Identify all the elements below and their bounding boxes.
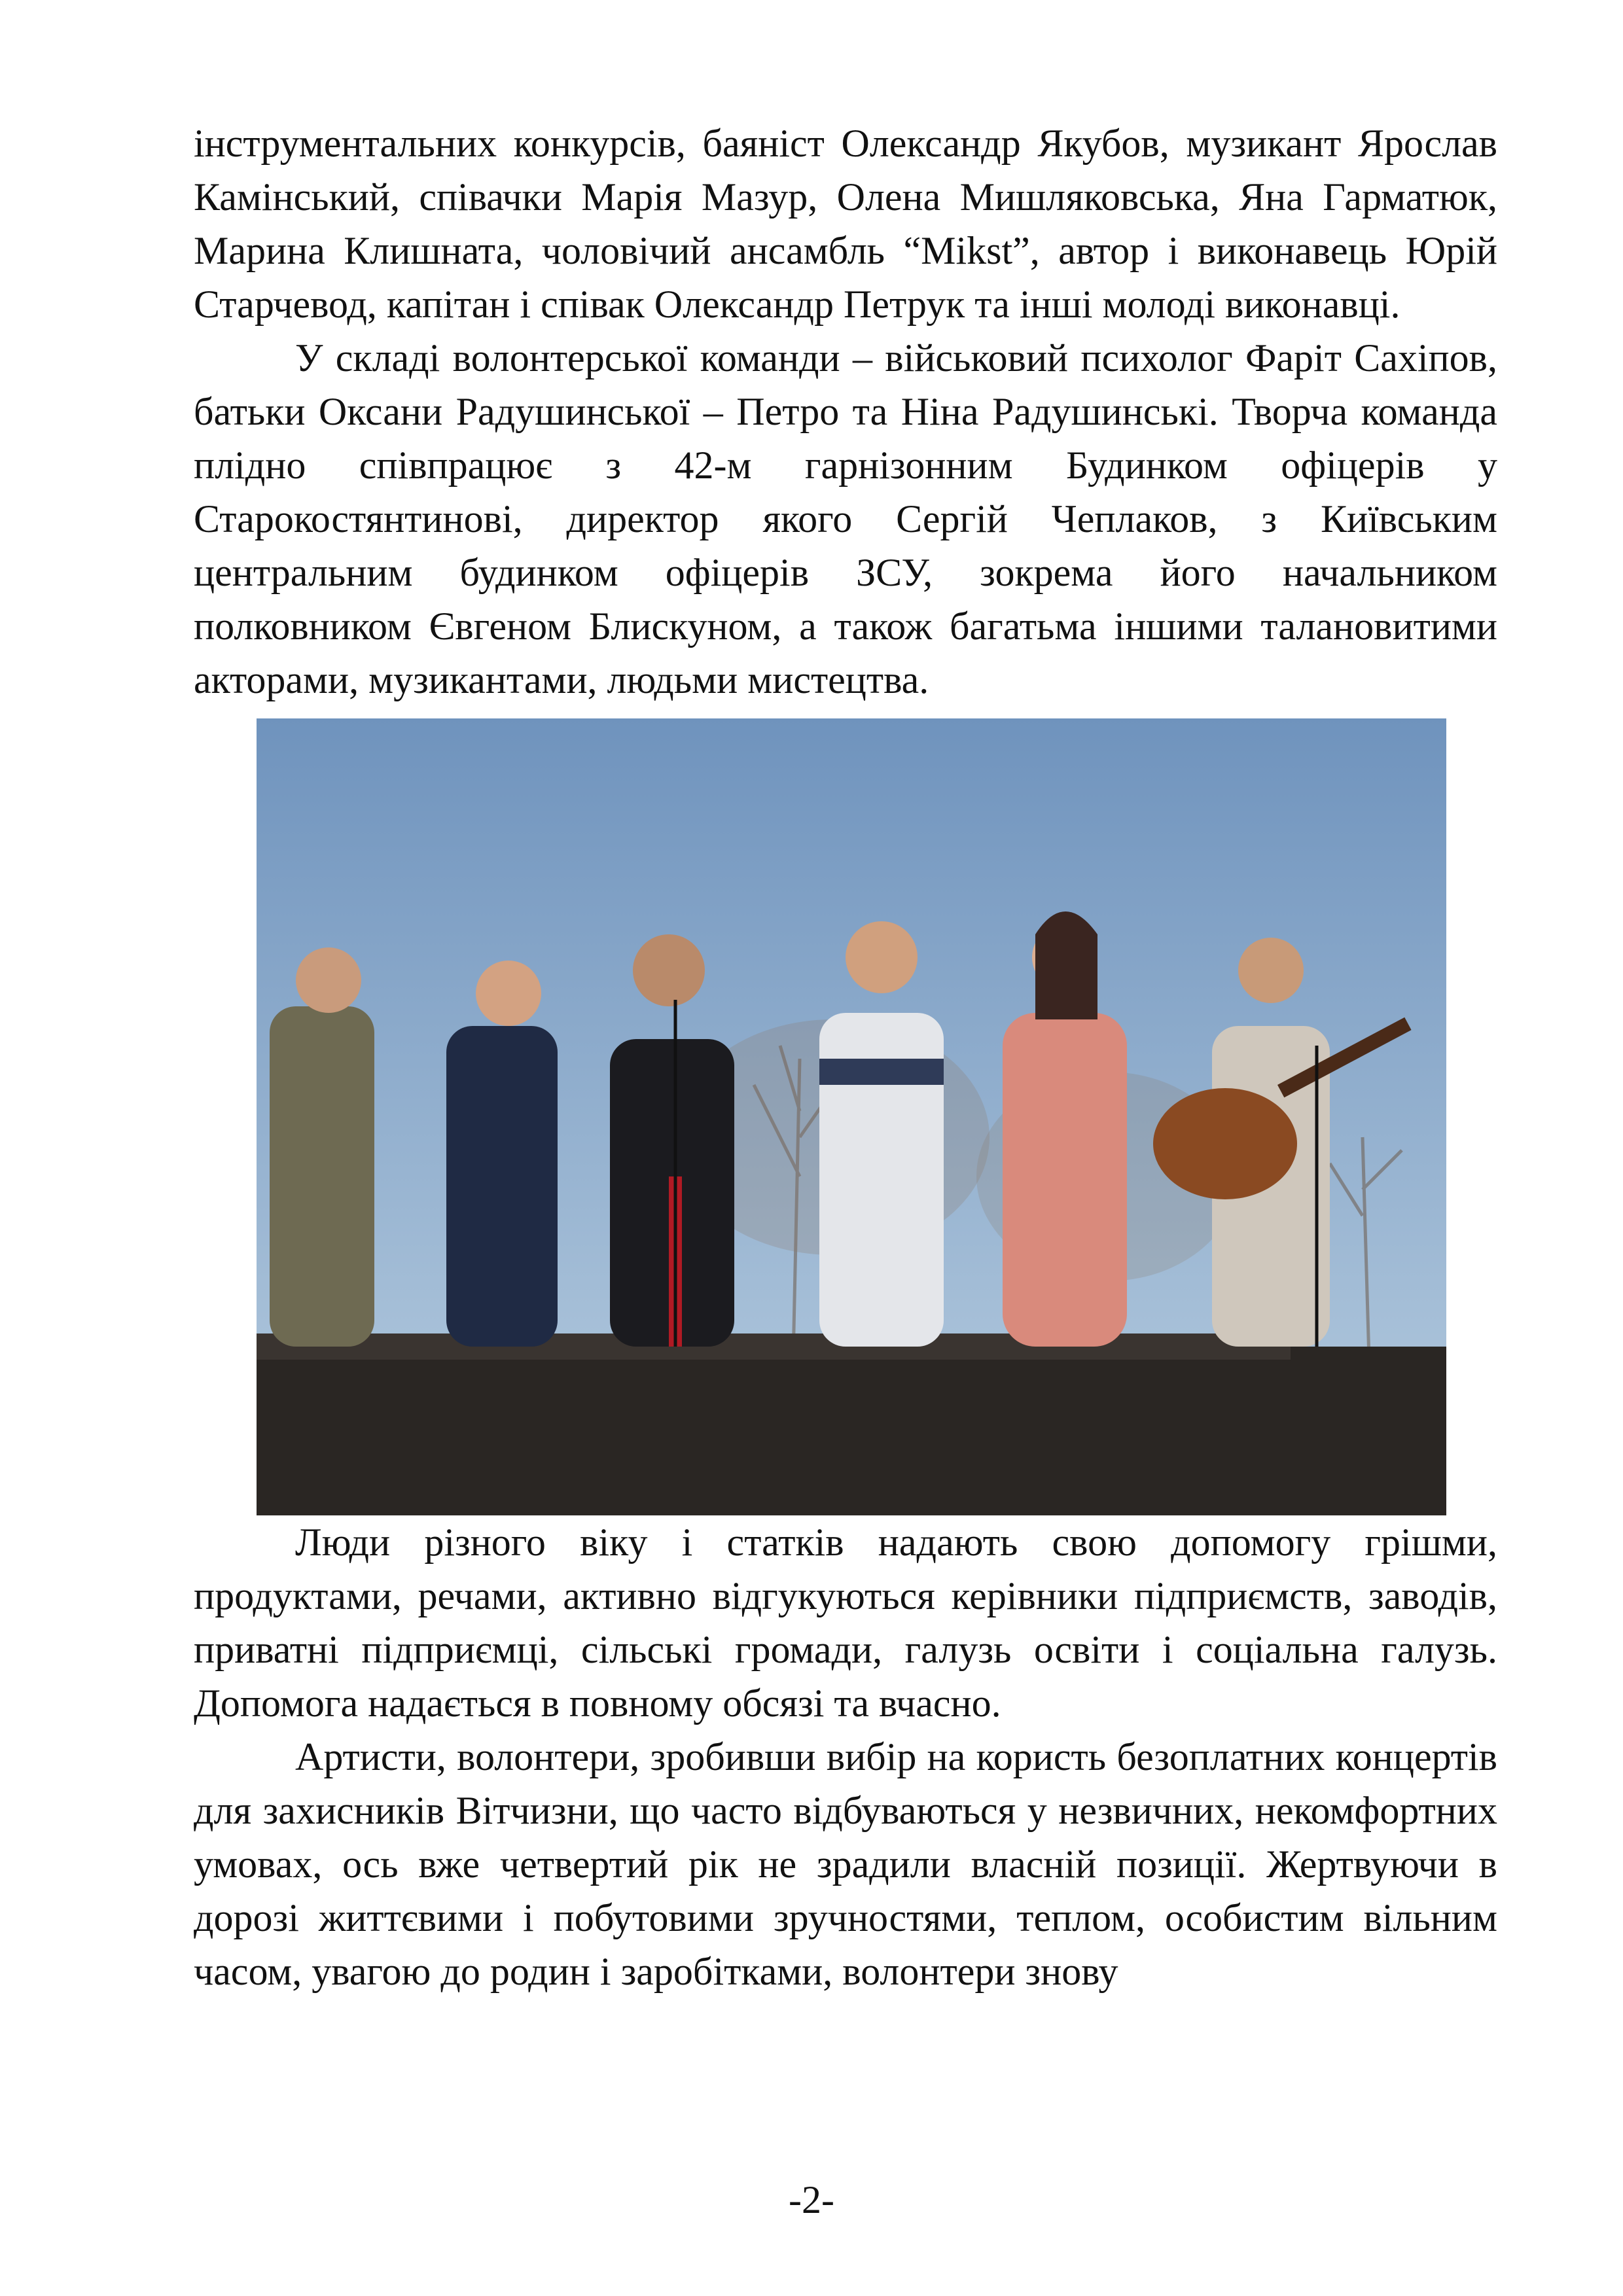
text-block-bottom: [194, 1515, 1497, 1998]
page-number: -2-: [789, 2178, 834, 2221]
stage: [257, 1347, 1446, 1515]
photo-illustration: [257, 718, 1446, 1515]
paragraph: У складі волонтерської команди – військовий психолог Фаріт Сахіпов, батьки Оксани Радушинської – Петро та Ніна Радушинські. Творча команда плідно співпрацює з 42-м гарнізонним Будинком офіцерів у Старокостянтинові, директор якого Сергій Чеплаков, з Київським центральним будинком офіцерів ЗСУ, зокрема його начальником полковником Євгеном Блискуном, а також багатьма іншими талановитими акторами, музикантами, людьми мистецтва.: [194, 336, 1497, 701]
text-block-top: [194, 116, 1497, 707]
photo-performers-on-stage: [257, 718, 1446, 1515]
paragraph: Артисти, волонтери, зробивши вибір на користь безоплатних концертів для захисників Вітчизни, що часто відбуваються у незвичних, некомфортних умовах, ось вже четвертий рік не зрадили власній позиції. Жертвуючи в дорозі життєвими і побутовими зручностями, теплом, особистим вільним часом, увагою до родин і заробітками, волонтери знову: [194, 1735, 1497, 1993]
paragraph: Люди різного віку і статків надають свою допомогу грішми, продуктами, речами, активно відгукуються керівники підприємств, заводів, приватні підприємці, сільські громади, галузь освіти і соціальна галузь. Допомога надається в повному обсязі та вчасно.: [194, 1521, 1497, 1725]
paragraph: інструментальних конкурсів, баяніст Олександр Якубов, музикант Ярослав Камінський, співачки Марія Мазур, Олена Мишляковська, Яна Гарматюк, Марина Клишната, чоловічий ансамбль “Mikst”, автор і виконавець Юрій Старчевод, капітан і співак Олександр Петрук та інші молоді виконавці.: [194, 122, 1497, 326]
stage-edge: [257, 1333, 1291, 1360]
